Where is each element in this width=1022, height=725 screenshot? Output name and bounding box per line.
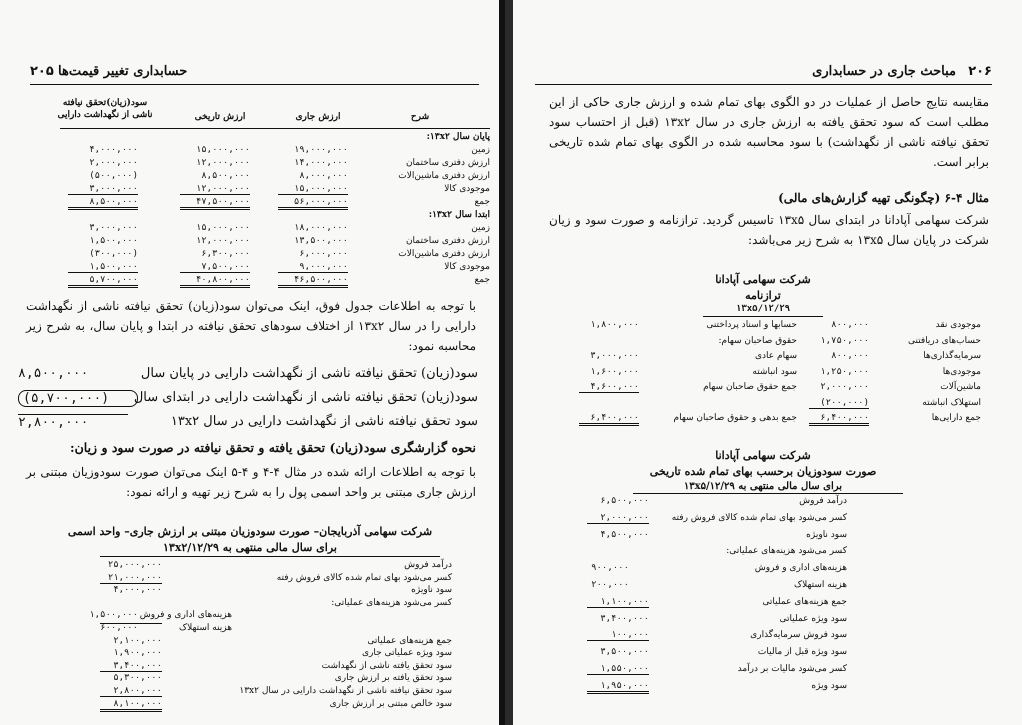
asset-value: ۲,۰۰۰,۰۰۰ xyxy=(820,382,869,392)
statement-label: سود تحقق یافته بر ارزش جاری xyxy=(334,673,452,684)
cell-c2: ۱۲,۰۰۰,۰۰۰ xyxy=(195,236,250,246)
liability-label: جمع بدهی و حقوق صاحبان سهام xyxy=(673,413,797,423)
statement-row xyxy=(40,699,452,711)
right-page xyxy=(513,0,1022,725)
row-label: ارزش دفتری ماشین‌الات xyxy=(398,171,490,181)
statement-value: ۴,۰۰۰,۰۰۰ xyxy=(113,585,162,596)
cell-c3: ۴,۰۰۰,۰۰۰ xyxy=(89,145,138,155)
row-label: زمین xyxy=(471,223,490,233)
statement-value: ۱,۱۰۰,۰۰۰ xyxy=(587,597,649,608)
cell-c2: ۷,۵۰۰,۰۰۰ xyxy=(180,262,250,273)
statement-label: سود ناویژه xyxy=(411,585,452,596)
liability-value: ۱,۶۰۰,۰۰۰ xyxy=(590,366,639,377)
statement-row xyxy=(567,664,997,678)
cell-c2: ۱۵,۰۰۰,۰۰۰ xyxy=(195,145,250,155)
statement-row xyxy=(567,597,997,611)
col-header-unrealized-1: سود(زیان)تحقق نیافته xyxy=(62,98,148,108)
statement-row xyxy=(40,623,452,635)
bs-title-rule xyxy=(703,316,823,317)
table-row xyxy=(20,145,490,156)
statement-row xyxy=(567,580,997,594)
left-paragraph-2: با توجه به اطلاعات ارائه شده در مثال ۴-۴ و ۴-۵ اینک می‌توان صورت سودوزیان مبتنی بر ارزش جاری مبتنی بر واحد اسمی پول را به شرح زیر تهیه و ارائه نمود: xyxy=(26,465,476,499)
cell-c1: ۸,۰۰۰,۰۰۰ xyxy=(299,171,348,181)
left-page-number: ۲۰۵ xyxy=(30,64,54,79)
liability-value: ۱,۸۰۰,۰۰۰ xyxy=(590,320,639,330)
row-label: ارزش دفتری ماشین‌الات xyxy=(398,249,490,259)
calc-row-begin xyxy=(18,390,478,412)
balance-row xyxy=(561,336,981,351)
statement-value: ۵,۳۰۰,۰۰۰ xyxy=(113,673,162,684)
balance-row xyxy=(561,413,981,428)
cell-c3: ۲,۰۰۰,۰۰۰ xyxy=(89,158,138,168)
col-header-unrealized-2: ناشی از نگهداشت دارایی xyxy=(57,110,153,120)
statement-row xyxy=(40,585,452,597)
cell-c1: ۱۴,۰۰۰,۰۰۰ xyxy=(293,158,348,168)
calc-label: سود(زیان) تحقق نیافته ناشی از نگهداشت دارایی در ابتدای سال xyxy=(133,390,478,405)
statement-value: ۶,۵۰۰,۰۰۰ xyxy=(600,496,649,506)
statement-label: سود ویژه قبل از مالیات xyxy=(757,647,847,658)
asset-value: ۸۰۰,۰۰۰ xyxy=(831,320,869,330)
is-title: صورت سودوزیان برحسب بهای تمام شده تاریخی xyxy=(649,465,877,478)
left-page xyxy=(0,0,505,725)
statement-title-rule xyxy=(100,556,440,557)
row-label: موجودی کالا xyxy=(444,262,490,272)
table-row xyxy=(20,197,490,208)
cell-c1: ۵۶,۰۰۰,۰۰۰ xyxy=(278,197,348,210)
col-header-historical: ارزش تاریخی xyxy=(194,112,246,122)
cell-c1: ۱۳,۵۰۰,۰۰۰ xyxy=(293,236,348,246)
statement-label: کسر می‌شود هزینه‌های عملیاتی: xyxy=(331,597,452,608)
cell-c3: ۵,۷۰۰,۰۰۰ xyxy=(68,275,138,288)
left-paragraph-1: با توجه به اطلاعات جدول فوق، اینک می‌توان سود(زیان) تحقق نیافته ناشی از نگهداشت دارایی را در سال ۱۳x۲ از اختلاف سودهای تحقق نیافته در ابتدا و پایان سال، به شرح زیر محاسبه نمود: xyxy=(26,299,476,353)
asset-value: ۸۰۰,۰۰۰ xyxy=(831,351,869,361)
statement-row xyxy=(40,610,452,622)
statement-label: سود ناویژه xyxy=(806,529,847,540)
cell-c2: ۱۵,۰۰۰,۰۰۰ xyxy=(195,223,250,233)
statement-label: سود ویژه xyxy=(811,680,847,691)
statement-label: جمع هزینه‌های عملیاتی xyxy=(367,635,452,646)
row-label: جمع xyxy=(474,197,490,207)
table-row xyxy=(20,171,490,182)
asset-label: ماشین‌آلات xyxy=(940,382,981,392)
table-row xyxy=(20,275,490,286)
calc-value: (۵,۷۰۰,۰۰۰) xyxy=(18,390,138,407)
azarbaijan-statement-title: شرکت سهامی آذربایجان– صورت سودوزیان مبتنی بر ارزش جاری– واحد اسمی xyxy=(67,525,433,538)
statement-row xyxy=(40,598,452,610)
statement-label: سود خالص مبتنی بر ارزش جاری xyxy=(329,698,452,709)
cell-c3: ۸,۵۰۰,۰۰۰ xyxy=(68,197,138,210)
cell-c2: ۸,۵۰۰,۰۰۰ xyxy=(201,171,250,181)
asset-label: سرمایه‌گذاری‌ها xyxy=(923,351,981,361)
liability-label: حقوق صاحبان سهام: xyxy=(718,335,797,346)
cell-c3: ۳,۰۰۰,۰۰۰ xyxy=(68,184,138,195)
col-header-label: شرح xyxy=(410,112,430,122)
row-label: موجودی کالا xyxy=(444,184,490,194)
statement-label: هزینه‌های اداری و فروش xyxy=(754,563,847,574)
table-header-rule xyxy=(60,128,490,129)
row-label: ابتدا سال ۱۳x۲: xyxy=(428,210,490,220)
statement-label: هزینه استهلاک xyxy=(794,580,847,590)
liability-label: جمع حقوق صاحبان سهام xyxy=(703,382,797,392)
table-row xyxy=(20,223,490,234)
row-label: ارزش دفتری ساختمان xyxy=(405,236,490,246)
statement-value: ۲۵,۰۰۰,۰۰۰ xyxy=(107,560,162,570)
calc-value: ۸,۵۰۰,۰۰۰ xyxy=(18,366,89,381)
table-row xyxy=(20,132,490,143)
asset-label: استهلاک انباشته xyxy=(922,397,981,408)
liability-label: حسابها و اسناد پرداختنی xyxy=(706,320,797,330)
bs-title: ترازنامه xyxy=(745,289,781,302)
balance-row xyxy=(561,351,981,366)
statement-row xyxy=(567,530,997,544)
bs-date: ۱۳x۵/۱۲/۲۹ xyxy=(735,304,791,314)
cell-c2: ۴۷,۵۰۰,۰۰۰ xyxy=(180,197,250,210)
statement-row xyxy=(40,673,452,685)
statement-label: هزینه استهلاک xyxy=(179,623,232,633)
statement-value: ۳,۵۰۰,۰۰۰ xyxy=(600,647,649,658)
statement-value xyxy=(100,623,162,624)
left-page-header xyxy=(30,62,479,85)
table-row xyxy=(20,184,490,195)
cell-c2: ۶,۳۰۰,۰۰۰ xyxy=(201,249,250,259)
liability-label: سود انباشته xyxy=(752,366,797,377)
right-page-header xyxy=(535,62,992,85)
row-label: پایان سال ۱۳x۲: xyxy=(426,132,490,142)
cell-c3: ۱,۵۰۰,۰۰۰ xyxy=(68,262,138,273)
balance-row xyxy=(561,398,981,413)
statement-row xyxy=(40,686,452,698)
asset-value: (۲۰۰,۰۰۰) xyxy=(809,398,869,409)
statement-row xyxy=(567,496,997,510)
example-heading: مثال ۴-۶ (چگونگی تهیه گزارش‌های مالی) xyxy=(778,191,989,205)
right-paragraph-2: شرکت سهامی آپادانا در ابتدای سال ۱۳x۵ تاسیس گردید. ترازنامه و صورت سود و زیان شرکت در پایان سال ۱۳x۵ به شرح زیر می‌باشد: xyxy=(549,213,989,247)
cell-c2: ۱۲,۰۰۰,۰۰۰ xyxy=(195,158,250,168)
cell-c1: ۱۸,۰۰۰,۰۰۰ xyxy=(293,223,348,233)
statement-value: ۱,۹۵۰,۰۰۰ xyxy=(587,681,649,694)
right-header-title: مباحث جاری در حسابداری xyxy=(812,64,956,79)
statement-row xyxy=(567,614,997,628)
asset-value: ۱,۲۵۰,۰۰۰ xyxy=(820,366,869,377)
right-page-number: ۲۰۶ xyxy=(968,64,992,79)
statement-label: کسر می‌شود بهای تمام شده کالای فروش رفته xyxy=(671,512,847,523)
table-row xyxy=(20,210,490,221)
table-row xyxy=(20,236,490,247)
cell-c1: ۱۵,۰۰۰,۰۰۰ xyxy=(278,184,348,195)
is-company: شرکت سهامی آپادانا xyxy=(715,449,811,462)
col-header-current: ارزش جاری xyxy=(295,112,341,122)
cell-c1: ۶,۰۰۰,۰۰۰ xyxy=(299,249,348,259)
calc-label: سود(زیان) تحقق نیافته ناشی از نگهداشت دارایی در پایان سال xyxy=(140,366,478,381)
calc-value: ۲,۸۰۰,۰۰۰ xyxy=(18,414,128,430)
statement-value: ۱۰۰,۰۰۰ xyxy=(587,630,649,641)
statement-row xyxy=(40,648,452,660)
asset-label: موجودی نقد xyxy=(935,320,981,330)
row-label: زمین xyxy=(471,145,490,155)
statement-label: سود ویژه عملیاتی xyxy=(779,613,847,624)
statement-value: ۲,۰۰۰,۰۰۰ xyxy=(587,513,649,524)
is-period: برای سال مالی منتهی به ۱۳x۵/۱۲/۲۹ xyxy=(683,481,843,492)
statement-value: ۲,۱۰۰,۰۰۰ xyxy=(113,635,162,646)
asset-label: جمع دارایی‌ها xyxy=(931,413,981,423)
statement-label: کسر می‌شود بهای تمام شده کالای فروش رفته xyxy=(276,572,452,583)
asset-value: ۶,۴۰۰,۰۰۰ xyxy=(809,413,869,426)
statement-label: درآمد فروش xyxy=(404,560,452,570)
cell-c3: (۵۰۰,۰۰۰) xyxy=(89,171,138,181)
statement-sub-value: ۶۰۰,۰۰۰ xyxy=(100,623,138,633)
cell-c3: ۳,۰۰۰,۰۰۰ xyxy=(89,223,138,233)
statement-value: ۸,۱۰۰,۰۰۰ xyxy=(100,699,162,712)
statement-row xyxy=(567,681,997,695)
statement-value: ۳,۴۰۰,۰۰۰ xyxy=(100,661,162,672)
liability-value: ۴,۶۰۰,۰۰۰ xyxy=(579,382,639,393)
statement-row xyxy=(40,573,452,585)
statement-row xyxy=(40,636,452,648)
bs-company: شرکت سهامی آپادانا xyxy=(715,273,811,286)
statement-value: ۴,۵۰۰,۰۰۰ xyxy=(600,529,649,540)
statement-value: ۱,۵۵۰,۰۰۰ xyxy=(587,664,649,675)
calc-label: سود تحقق نیافته ناشی از نگهداشت دارایی در سال ۱۳x۲ xyxy=(170,414,478,429)
right-paragraph-1: مقایسه نتایج حاصل از عملیات در دو الگوی بهای تمام شده و ارزش جاری حاکی از این مطلب است که سود تحقق یافته به ارزش جاری در سال ۱۳x۲ (قبل از احتساب سود تحقق نیافته ناشی از نگهداشت) با سود محاسبه شده در الگوی بهای تمام شده تاریخی برابر است. xyxy=(549,95,989,169)
calc-row-year xyxy=(18,414,478,436)
statement-value: ۱,۹۰۰,۰۰۰ xyxy=(113,648,162,659)
balance-row xyxy=(561,382,981,397)
asset-label: حساب‌های دریافتنی xyxy=(907,335,981,346)
statement-row xyxy=(567,563,997,577)
statement-row xyxy=(567,630,997,644)
table-row xyxy=(20,158,490,169)
liability-value: ۶,۴۰۰,۰۰۰ xyxy=(579,413,639,426)
liability-value: ۳,۰۰۰,۰۰۰ xyxy=(590,351,639,361)
cell-c2: ۱۲,۰۰۰,۰۰۰ xyxy=(180,184,250,195)
statement-row xyxy=(567,513,997,527)
liability-label: سهام عادی xyxy=(754,351,797,361)
is-title-rule xyxy=(633,493,903,494)
balance-row xyxy=(561,367,981,382)
statement-value: ۲۱,۰۰۰,۰۰۰ xyxy=(100,573,162,584)
balance-row xyxy=(561,320,981,335)
statement-sub-value: ۲۰۰,۰۰۰ xyxy=(591,580,629,590)
statement-label: سود ویژه عملیاتی جاری xyxy=(361,648,452,659)
cell-c3: (۳۰۰,۰۰۰) xyxy=(89,249,138,259)
statement-row xyxy=(567,647,997,661)
statement-value: ۳,۴۰۰,۰۰۰ xyxy=(600,613,649,624)
statement-label: سود تحقق نیافته ناشی از نگهداشت دارایی در سال ۱۳x۲ xyxy=(239,686,452,696)
row-label: جمع xyxy=(474,275,490,285)
statement-sub-value: ۹۰۰,۰۰۰ xyxy=(591,563,629,574)
statement-row xyxy=(40,661,452,673)
statement-label: کسر می‌شود هزینه‌های عملیاتی: xyxy=(726,546,847,557)
calc-row-end xyxy=(18,366,478,388)
cell-c2: ۴۰,۸۰۰,۰۰۰ xyxy=(180,275,250,288)
statement-label: درآمد فروش xyxy=(799,496,847,506)
statement-label: کسر می‌شود مالیات بر درآمد xyxy=(737,664,847,674)
statement-label: سود تحقق یافته ناشی از نگهداشت xyxy=(321,660,452,671)
statement-row xyxy=(567,546,997,560)
cell-c1: ۱۹,۰۰۰,۰۰۰ xyxy=(293,145,348,155)
left-header-title: حسابداری تغییر قیمت‌ها xyxy=(58,64,188,79)
statement-sub-value: ۱,۵۰۰,۰۰۰ xyxy=(89,610,138,621)
statement-label: جمع هزینه‌های عملیاتی xyxy=(762,596,847,607)
cell-c1: ۹,۰۰۰,۰۰۰ xyxy=(278,262,348,273)
asset-label: موجودی‌ها xyxy=(942,366,981,377)
azarbaijan-statement-period: برای سال مالی منتهی به ۱۳x۲/۱۲/۲۹ xyxy=(163,541,337,554)
statement-value: ۲,۸۰۰,۰۰۰ xyxy=(100,686,162,697)
table-row xyxy=(20,262,490,273)
table-row xyxy=(20,249,490,260)
cell-c1: ۴۶,۵۰۰,۰۰۰ xyxy=(278,275,348,288)
statement-row xyxy=(40,560,452,572)
cell-c3: ۱,۵۰۰,۰۰۰ xyxy=(89,236,138,246)
statement-label: سود فروش سرمایه‌گذاری xyxy=(750,630,847,641)
row-label: ارزش دفتری ساختمان xyxy=(405,158,490,168)
asset-value: ۱,۷۵۰,۰۰۰ xyxy=(820,335,869,346)
section-heading: نحوه گزارشگری سود(زیان) تحقق یافته و تحقق نیافته در صورت سود و زیان: xyxy=(69,440,476,455)
statement-label: هزینه‌های اداری و فروش xyxy=(139,610,232,621)
